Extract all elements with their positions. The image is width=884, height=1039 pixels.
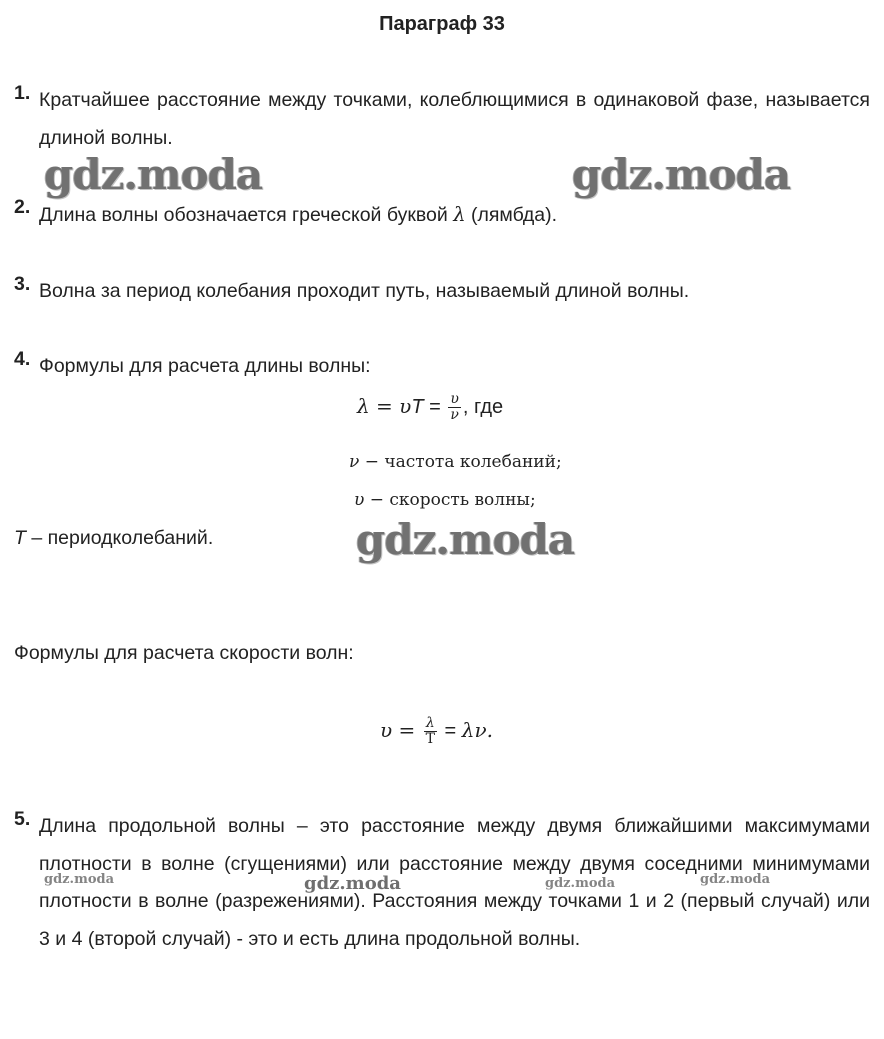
wavelength-formula: λ = υT = $\frac{\upsilon}{\nu}$ , где xyxy=(357,391,504,423)
list-item-3 xyxy=(14,273,870,311)
item-number: 3. xyxy=(14,273,31,295)
lambda-symbol: λ xyxy=(453,203,466,226)
watermark-logo: gdz.moda xyxy=(44,872,115,887)
definition-speed: υ − скорость волны; xyxy=(354,490,536,510)
list-item-4 xyxy=(14,348,870,386)
speed-formula: υ = $\frac{\lambda}{T}$ = λν. xyxy=(380,715,493,747)
item-text: Кратчайшее расстояние между точками, колеблющимися в одинаковой фазе, называется длиной волны. xyxy=(39,89,870,149)
definition-period: T – периодколебаний. xyxy=(14,527,214,549)
speed-heading: Формулы для расчета скорости волн: xyxy=(14,642,354,664)
item-number: 5. xyxy=(14,808,31,830)
item-text: Длина продольной волны – это расстояние между двумя ближайшими максимумами плотности в волне (сгущениями) или расстояние между двумя соседними минимумами плотности в волне (разрежениями). Расстояния между точками 1 и 2 (первый случай) или 3 и 4 (второй случай) - это и есть длина продольной волны. xyxy=(39,815,870,950)
item-text: Формулы для расчета длины волны: xyxy=(39,355,371,377)
item-text: Длина волны обозначается греческой буквой λ (лямбда). xyxy=(39,203,558,226)
page-title: Параграф 33 xyxy=(379,13,505,35)
watermark-logo: gdz.moda xyxy=(545,876,616,891)
item-text: Волна за период колебания проходит путь, называемый длиной волны. xyxy=(39,280,690,302)
watermark-logo: gdz.moda xyxy=(44,150,263,199)
item-number: 4. xyxy=(14,348,31,370)
watermark-logo: gdz.moda xyxy=(304,873,401,894)
item-number: 2. xyxy=(14,196,31,218)
definition-frequency: ν − частота колебаний; xyxy=(349,452,562,472)
fraction: $\frac{\upsilon}{\nu}$ xyxy=(450,391,459,423)
watermark-logo: gdz.moda xyxy=(356,515,575,564)
fraction: $\frac{\lambda}{T}$ xyxy=(425,715,435,747)
list-item-2 xyxy=(14,196,870,235)
list-item-1 xyxy=(14,82,870,157)
item-number: 1. xyxy=(14,82,31,104)
watermark-logo: gdz.moda xyxy=(572,150,791,199)
watermark-logo: gdz.moda xyxy=(700,872,771,887)
